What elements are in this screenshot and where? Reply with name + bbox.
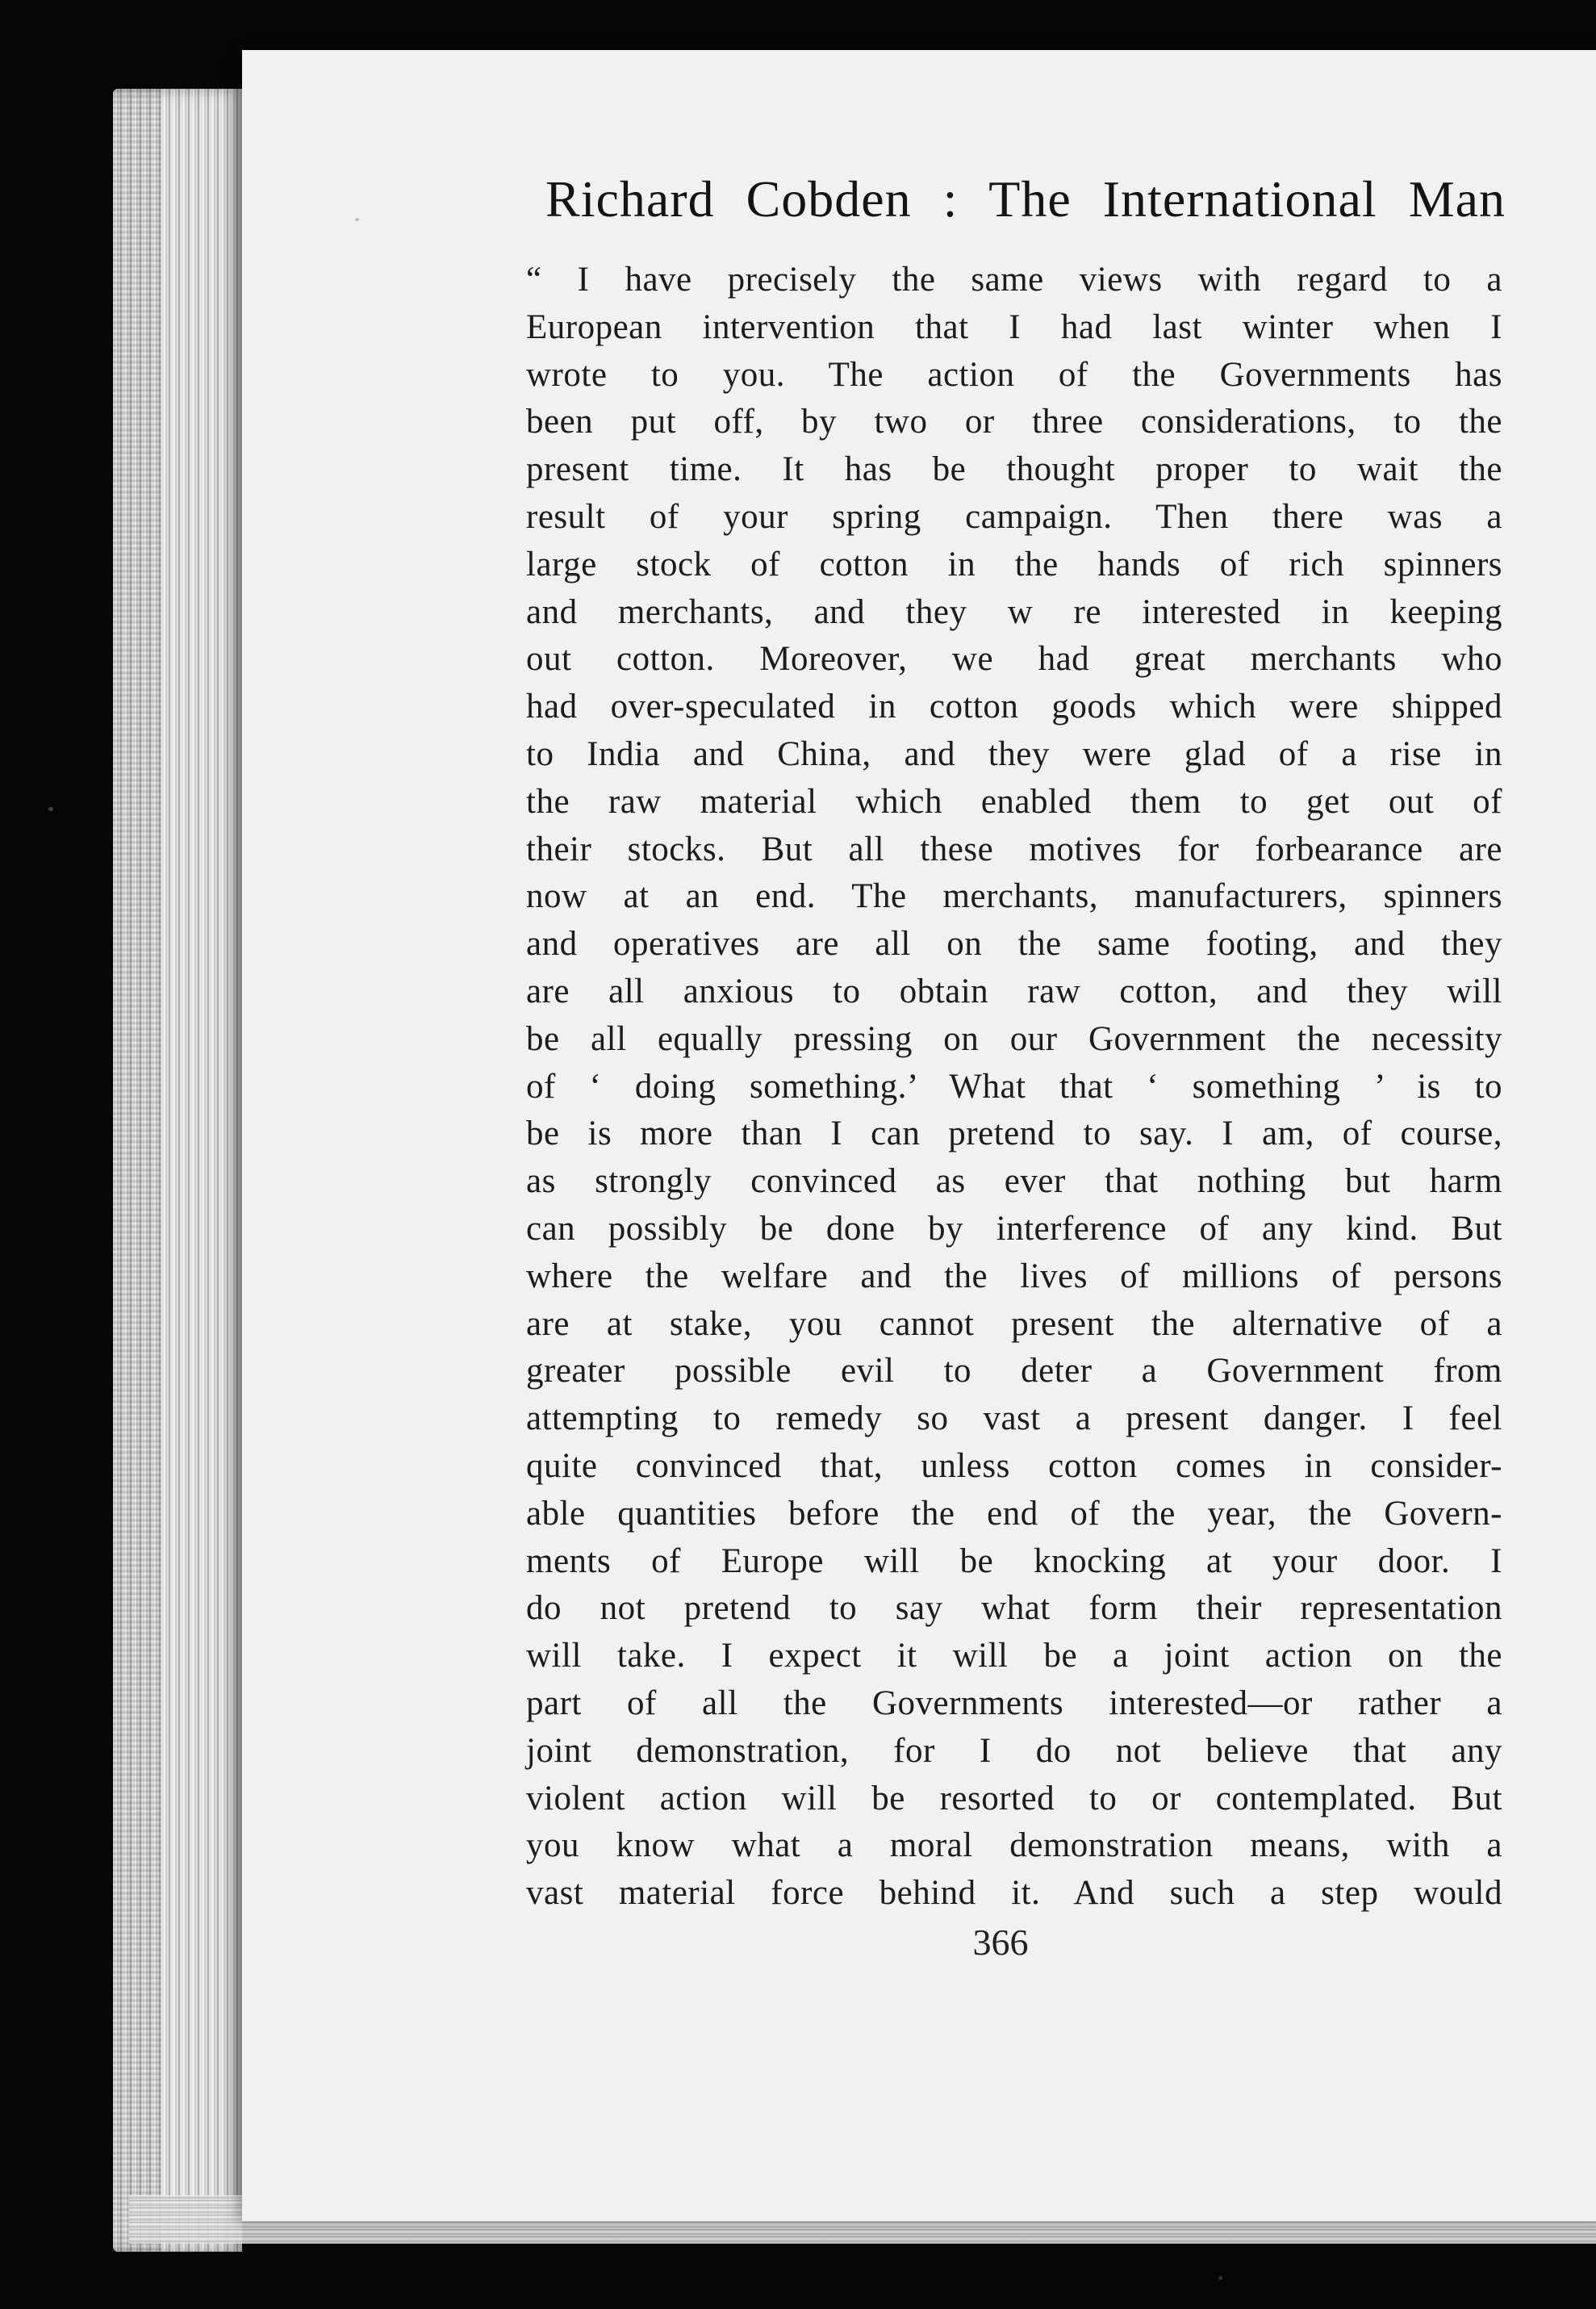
text-line: do not pretend to say what form their representation — [526, 1589, 1502, 1628]
text-line: and merchants, and they w re interested in keeping — [526, 592, 1502, 631]
running-head: Richard Cobden : The International Man — [545, 170, 1506, 228]
text-line: out cotton. Moreover, we had great merchants who — [526, 640, 1502, 679]
text-line: the raw material which enabled them to get out of — [526, 782, 1502, 821]
text-line: now at an end. The merchants, manufacturers, spinners — [526, 877, 1502, 916]
text-line: part of all the Governments interested—or rather a — [526, 1684, 1502, 1722]
text-line: quite convinced that, unless cotton comes in consider- — [526, 1446, 1502, 1485]
text-line: present time. It has be thought proper to wait the — [526, 450, 1502, 489]
text-line: vast material force behind it. And such a step would — [526, 1874, 1502, 1913]
text-line: be is more than I can pretend to say. I am, of course, — [526, 1115, 1502, 1153]
text-line: be all equally pressing on our Government the necessity — [526, 1019, 1502, 1058]
text-line: ments of Europe will be knocking at your door. I — [526, 1541, 1502, 1580]
page-edges-left — [113, 89, 242, 2252]
text-line: are all anxious to obtain raw cotton, and they will — [526, 972, 1502, 1010]
text-line: “ I have precisely the same views with regard to a — [526, 261, 1502, 299]
text-line: you know what a moral demonstration means, with a — [526, 1826, 1502, 1865]
text-line: to India and China, and they were glad of a rise in — [526, 734, 1502, 773]
text-line: had over-speculated in cotton goods which were shipped — [526, 688, 1502, 726]
text-line: joint demonstration, for I do not believe that any — [526, 1731, 1502, 1770]
text-line: where the welfare and the lives of millions of persons — [526, 1257, 1502, 1295]
text-line: their stocks. But all these motives for forbearance are — [526, 830, 1502, 868]
text-line: been put off, by two or three considerations, to the — [526, 403, 1502, 441]
body-text — [526, 257, 1502, 1918]
text-line: violent action will be resorted to or contemplated. But — [526, 1779, 1502, 1818]
text-line: greater possible evil to deter a Government from — [526, 1352, 1502, 1391]
text-line: are at stake, you cannot present the alternative of a — [526, 1304, 1502, 1343]
text-line: European intervention that I had last winter when I — [526, 307, 1502, 346]
text-line: result of your spring campaign. Then there was a — [526, 497, 1502, 536]
text-line: of ‘ doing something.’ What that ‘ something ’ is to — [526, 1067, 1502, 1106]
text-line: attempting to remedy so vast a present danger. I feel — [526, 1399, 1502, 1438]
text-line: and operatives are all on the same footing, and they — [526, 925, 1502, 964]
page-number: 366 — [972, 1922, 1029, 1963]
text-line: wrote to you. The action of the Governments has — [526, 355, 1502, 394]
dust-speck — [1218, 2276, 1222, 2280]
dust-speck — [48, 807, 53, 811]
text-line: will take. I expect it will be a joint action on the — [526, 1637, 1502, 1675]
dust-speck — [355, 218, 359, 221]
text-line: large stock of cotton in the hands of rich spinners — [526, 545, 1502, 584]
text-line: able quantities before the end of the year, the Govern- — [526, 1494, 1502, 1533]
text-line: can possibly be done by interference of any kind. But — [526, 1209, 1502, 1248]
text-line: as strongly convinced as ever that nothing but harm — [526, 1162, 1502, 1201]
